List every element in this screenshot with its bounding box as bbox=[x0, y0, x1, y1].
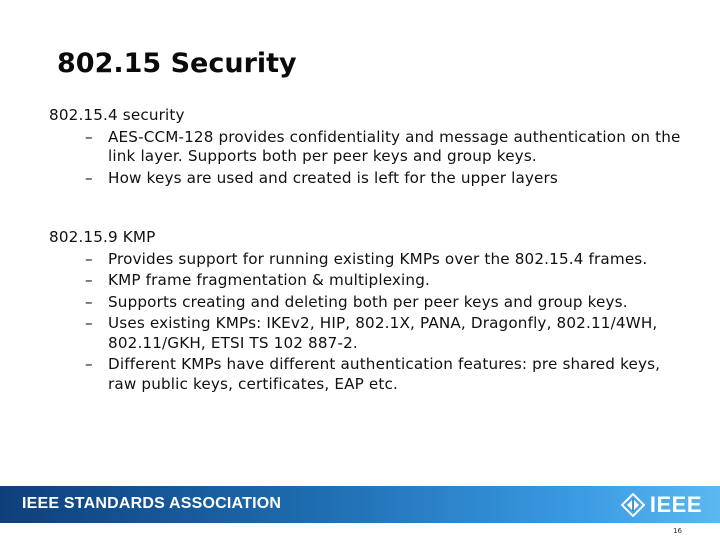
list-item bbox=[49, 128, 689, 167]
bullet-text: AES-CCM-128 provides confidentiality and message authentication on the link layer. Supports both per peer keys and group keys. bbox=[108, 127, 681, 165]
ieee-logo-text: IEEE bbox=[649, 491, 702, 517]
section-heading: 802.15.4 security bbox=[49, 106, 185, 124]
page-number: 16 bbox=[673, 527, 682, 535]
list-item bbox=[49, 271, 689, 291]
ieee-diamond-icon bbox=[621, 493, 645, 517]
section-heading: 802.15.9 KMP bbox=[49, 228, 156, 246]
bullet-list bbox=[49, 250, 689, 395]
bullet-text: KMP frame fragmentation & multiplexing. bbox=[108, 271, 430, 289]
section-802-15-4 bbox=[49, 106, 689, 188]
bullet-dash: – bbox=[85, 249, 93, 268]
footer-bar bbox=[0, 486, 720, 523]
footer-organization: IEEE STANDARDS ASSOCIATION bbox=[22, 495, 282, 512]
list-item bbox=[49, 314, 689, 353]
section-802-15-9 bbox=[49, 228, 689, 394]
bullet-dash: – bbox=[85, 314, 93, 332]
bullet-text: Uses existing KMPs: IKEv2, HIP, 802.1X, PANA, Dragonfly, 802.11/4WH, 802.11/GKH, ETSI TS 102 887-2. bbox=[108, 314, 658, 352]
bullet-text: Different KMPs have different authentication features: pre shared keys, raw public keys, certificates, EAP etc. bbox=[108, 355, 661, 393]
list-item bbox=[49, 293, 689, 313]
bullet-dash: – bbox=[85, 271, 93, 289]
bullet-dash: – bbox=[85, 168, 93, 187]
bullet-list bbox=[49, 128, 689, 189]
bullet-text: Provides support for running existing KMPs over the 802.15.4 frames. bbox=[108, 249, 648, 268]
slide-content bbox=[49, 106, 689, 396]
slide-title: 802.15 Security bbox=[57, 48, 297, 79]
list-item bbox=[49, 355, 689, 394]
list-item bbox=[49, 169, 689, 189]
bullet-dash: – bbox=[85, 292, 93, 311]
bullet-dash: – bbox=[85, 355, 93, 373]
bullet-dash: – bbox=[85, 127, 93, 146]
list-item bbox=[49, 250, 689, 270]
bullet-text: Supports creating and deleting both per peer keys and group keys. bbox=[108, 292, 628, 311]
bullet-text: How keys are used and created is left for the upper layers bbox=[108, 168, 558, 187]
ieee-logo bbox=[621, 491, 702, 518]
